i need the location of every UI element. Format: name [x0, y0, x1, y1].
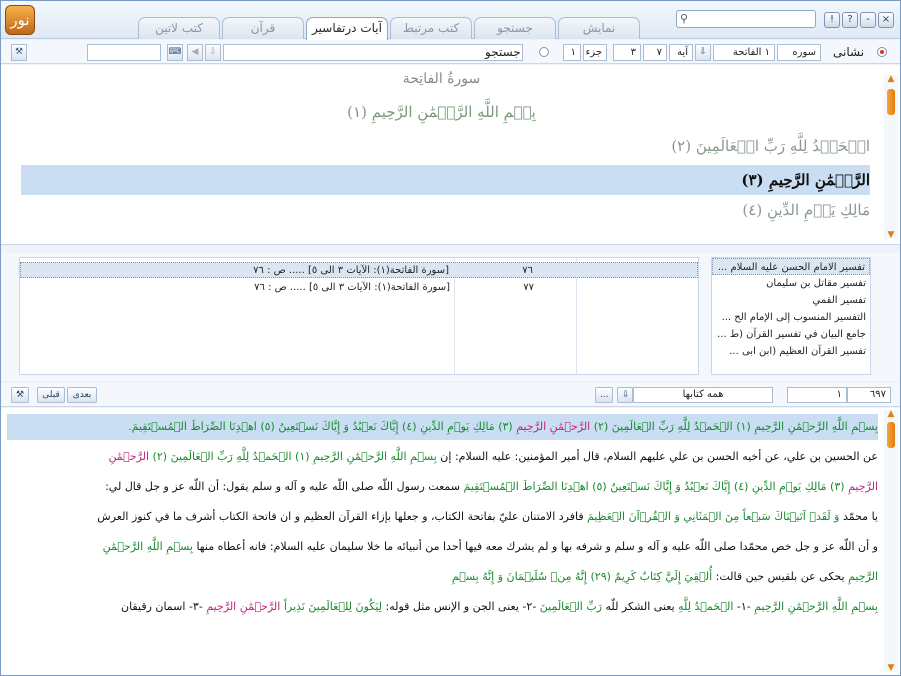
list-item[interactable]: تفسير مقاتل بن سليمان	[766, 278, 866, 289]
arrow-down-icon[interactable]: ⇩	[617, 387, 633, 403]
search-icon: ⚲	[680, 12, 689, 25]
text-segment: لِيَكُونَ لِلۡعَالَمِينَ نَذِيراً	[283, 600, 383, 613]
arrow-down-icon[interactable]: ⇩	[205, 44, 221, 61]
text-line[interactable]	[7, 504, 878, 530]
results-table	[19, 257, 699, 375]
text-line[interactable]	[7, 474, 878, 500]
tafsir-book-list	[711, 257, 871, 375]
text-segment: الرَّحِيمِ	[848, 480, 878, 493]
sura-title: سورةُ الفاتِحة	[402, 71, 481, 87]
text-segment: (٣) مَالِكِ يَوۡمِ الدِّينِ (٤) إِيَّاكَ نَعۡبُدُ وَ إِيَّاكَ نَسۡتَعِينُ (٥) اهۡدِنَا الصِّرَاطَ الۡمُسۡتَقِيمَ.	[128, 420, 517, 433]
tab-2[interactable]: كتب مرتبط	[390, 17, 472, 39]
text-segment: سمعت رسول اللّه صلى اللّه عليه و آله و سلم يقول: أن اللّه عز و جل قال لي:	[105, 480, 464, 493]
text-segment: الۡحَمۡدُ لِلَّهِ	[678, 600, 734, 613]
tab-5[interactable]: كتب لاتين	[138, 17, 220, 39]
text-line[interactable]	[7, 594, 878, 620]
text-line[interactable]	[7, 414, 878, 440]
tab-1[interactable]: جستجو	[474, 17, 556, 39]
aya-label: آيه	[669, 44, 693, 61]
tafsir-results-pane	[1, 253, 900, 381]
wrench-icon[interactable]: ⚒	[11, 44, 27, 61]
scroll-down-icon[interactable]: ▼	[887, 663, 895, 673]
verse-item[interactable]: مَالِكِ يَوۡمِ الدِّينِ (٤)	[742, 201, 870, 219]
text-segment: بِسۡمِ اللَّهِ الرَّحۡمَٰنِ الرَّحِيمِ (١) الۡحَمۡدُ لِلَّهِ رَبِّ الۡعَالَمِينَ (٢)	[590, 420, 878, 433]
chevron-left-icon[interactable]: ◀	[187, 44, 203, 61]
list-item[interactable]: جامع البيان في تفسير القرآن (ط ...	[717, 329, 866, 340]
sura-label: سوره	[777, 44, 821, 61]
window-button-2[interactable]: -	[860, 12, 876, 28]
table-row[interactable]	[20, 262, 698, 278]
more-button[interactable]: ...	[595, 387, 613, 403]
list-item[interactable]: تفسير الامام الحسن عليه السلام ...	[712, 258, 870, 275]
next-button[interactable]: بعدی	[67, 387, 97, 403]
text-segment: -٢- يعنى الجن و الإنس مثل قوله:	[382, 600, 540, 613]
text-segment: عن الحسين بن علي، عن أخيه الحسن بن علي عليهم السلام، قال أمير المؤمنين: عليه السلام: إن	[436, 450, 878, 463]
text-line[interactable]	[7, 564, 878, 590]
sura-value[interactable]: ١ الفاتحة	[713, 44, 775, 61]
text-segment: يعنى الشكر للّه	[602, 600, 679, 613]
result-num: ٧٧	[523, 282, 534, 293]
text-segment: يحكى عن بلقيس حين قالت:	[712, 570, 849, 583]
text-segment: الرَّحۡمَٰنِ	[108, 450, 150, 463]
address-field[interactable]	[87, 44, 161, 61]
keyboard-icon[interactable]: ⌨	[167, 44, 183, 61]
window-button-1[interactable]: ?	[842, 12, 858, 28]
text-segment: يا محمّد	[839, 510, 878, 523]
scroll-thumb[interactable]	[887, 422, 895, 448]
app-logo: نور	[5, 5, 35, 35]
juz-label: جزء	[583, 44, 607, 61]
bismillah-verse[interactable]: بِسۡمِ اللَّهِ الرَّحۡمَٰنِ الرَّحِيمِ (١)	[347, 103, 536, 121]
tab-3[interactable]: آيات درتفاسير	[306, 17, 388, 40]
search-label: جستجو	[485, 45, 521, 59]
book-filter-select[interactable]: همه كتابها	[633, 387, 773, 403]
tab-0[interactable]: نمايش	[558, 17, 640, 39]
wrench-icon[interactable]: ⚒	[11, 387, 29, 403]
text-segment: (٣) مَالِكِ يَوۡمِ الدِّينِ (٤) إِيَّاكَ نَعۡبُدُ وَ إِيَّاكَ نَسۡتَعِينُ (٥) اهۡدِنَا الصِّرَاطَ الۡمُسۡتَقِيمَ	[463, 480, 849, 493]
scroll-thumb[interactable]	[887, 89, 895, 115]
text-segment: الرَّحِيمِ	[848, 570, 878, 583]
result-ref: [سورة الفاتحة(١): الآيات ٣ الى ٥] ..... ص : ٧٦	[254, 282, 450, 293]
navigation-bar	[1, 40, 900, 64]
page-of-field[interactable]: ١	[787, 387, 847, 403]
window-button-3[interactable]: ×	[878, 12, 894, 28]
aya-value[interactable]: ٧	[643, 44, 667, 61]
aya-count: ٣	[613, 44, 641, 61]
list-item[interactable]: تفسير القرآن العظيم (ابن ابى ...	[729, 346, 866, 357]
text-scrollbar[interactable]	[884, 410, 898, 672]
tab-4[interactable]: قرآن	[222, 17, 304, 39]
prev-button[interactable]: قبلی	[37, 387, 65, 403]
table-row[interactable]	[20, 280, 698, 296]
quran-pane	[1, 65, 900, 245]
text-segment: بِسۡمِ اللَّهِ الرَّحۡمَٰنِ	[102, 540, 193, 553]
text-segment: -٣- اسمان رقيقان	[121, 600, 207, 613]
text-line[interactable]	[7, 444, 878, 470]
arrow-down-icon[interactable]: ⇩	[695, 44, 711, 61]
tafsir-text-pane	[1, 408, 900, 676]
verse-item-selected[interactable]: الرَّحۡمَٰنِ الرَّحِيمِ (٣)	[21, 165, 870, 195]
scroll-up-icon[interactable]: ▲	[887, 74, 895, 84]
text-segment: الرَّحۡمَٰنِ الرَّحِيمِ	[206, 600, 281, 613]
quran-scrollbar[interactable]	[884, 75, 898, 239]
verse-item[interactable]: الۡحَمۡدُ لِلَّهِ رَبِّ الۡعَالَمِينَ (٢)	[671, 137, 870, 155]
title-bar	[1, 1, 900, 39]
text-segment: فافرد الامتنان عليّ بفاتحة الكتاب، و جعلها بإزاء القرآن العظيم و ان فاتحة الكتاب أشرف ما في كنوز العرش	[97, 510, 588, 523]
text-toolbar	[1, 383, 900, 407]
search-radio[interactable]	[539, 47, 549, 57]
juz-value[interactable]: ١	[563, 44, 581, 61]
result-ref: [سورة الفاتحة(١): الآيات ٣ الى ٥] ..... ص : ٧٦	[253, 265, 449, 276]
main-tabs	[131, 17, 640, 39]
scroll-up-icon[interactable]: ▲	[887, 409, 895, 419]
window-controls	[824, 12, 894, 28]
address-radio[interactable]	[877, 47, 887, 57]
window-button-0[interactable]: !	[824, 12, 840, 28]
text-segment: الرَّحۡمَٰنِ الرَّحِيمِ	[516, 420, 591, 433]
display-label: نشانی	[833, 45, 865, 59]
text-segment: و أن اللّه عز و جل خص محمّدا صلى اللّه عليه و آله و سلم و شرفه بها و لم يشرك معه فيها أحدا من أنبيائه ما خلا سليمان عليه السلام: فانه أعطاه منها	[192, 540, 878, 553]
text-segment: رَبِّ الۡعَالَمِينَ	[539, 600, 603, 613]
text-segment: وَ لَقَدۡ آتَيۡنَاكَ سَبۡعاً مِنَ الۡمَثَانِي وَ الۡقُرۡآنَ الۡعَظِيمَ	[587, 510, 840, 523]
text-segment: بِسۡمِ اللَّهِ الرَّحۡمَٰنِ الرَّحِيمِ	[754, 600, 878, 613]
text-segment: بِسۡمِ اللَّهِ الرَّحۡمَٰنِ الرَّحِيمِ (١) الۡحَمۡدُ لِلَّهِ رَبِّ الۡعَالَمِينَ (٢)	[149, 450, 437, 463]
result-num: ٧٦	[522, 265, 533, 276]
text-segment: -١-	[733, 600, 755, 613]
search-text-input[interactable]	[223, 44, 523, 61]
scroll-down-icon[interactable]: ▼	[887, 230, 895, 240]
text-segment: أُلۡقِيَ إِلَيَّ كِتَابٌ كَرِيمٌ (٢٩) إِنَّهُ مِنۡ سُلَيۡمَانَ وَ إِنَّهُ بِسۡمِ	[451, 570, 713, 583]
page-field[interactable]: ٦٩٧	[847, 387, 891, 403]
global-search-input[interactable]	[676, 10, 816, 28]
list-item[interactable]: تفسير القمي	[812, 295, 866, 306]
list-item[interactable]: التفسير المنسوب إلى الإمام الح ...	[721, 312, 866, 323]
text-line[interactable]	[7, 534, 878, 560]
